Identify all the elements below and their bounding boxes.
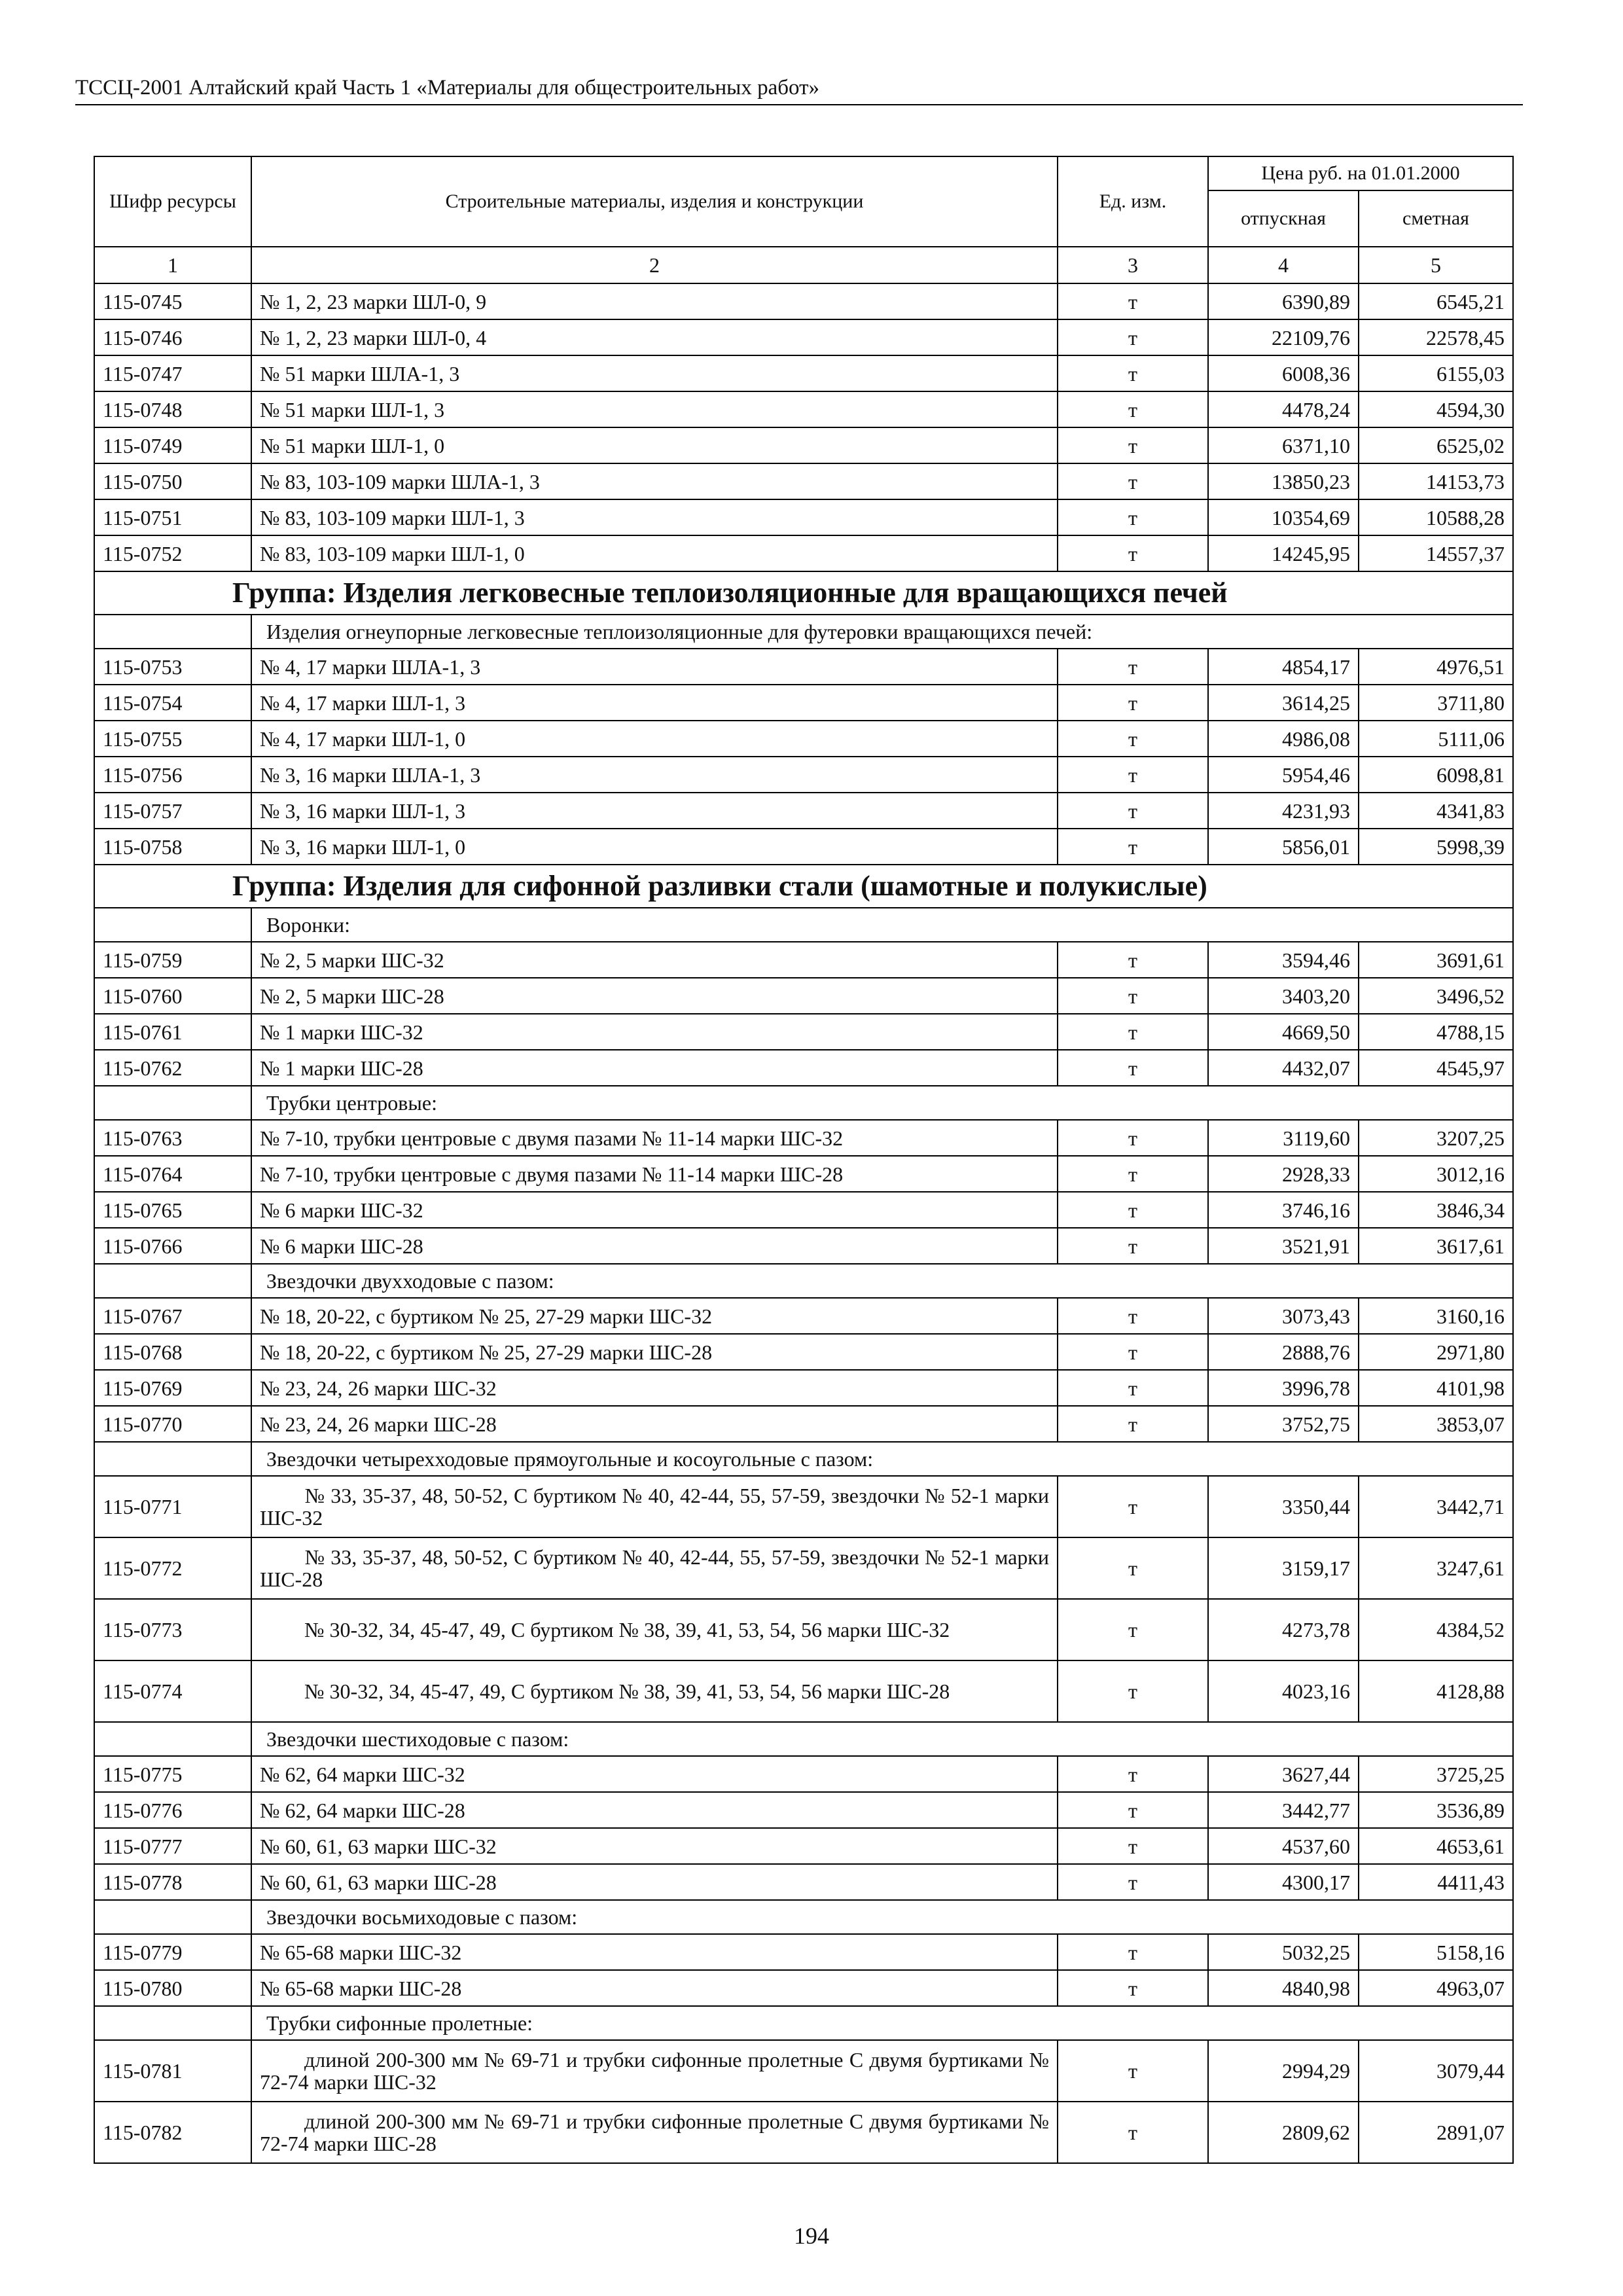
- unit: т: [1058, 1864, 1208, 1900]
- price-estimate: 3711,80: [1359, 685, 1513, 721]
- col-header-code: Шифр ресурсы: [94, 156, 251, 247]
- resource-code: 115-0759: [94, 942, 251, 978]
- subgroup-row: [94, 1900, 1513, 1934]
- price-estimate: 4341,83: [1359, 793, 1513, 829]
- price-release: 2928,33: [1208, 1156, 1359, 1192]
- price-release: 3073,43: [1208, 1298, 1359, 1334]
- subgroup-row: [94, 908, 1513, 942]
- subgroup-code-cell: [94, 908, 251, 942]
- resource-code: 115-0770: [94, 1406, 251, 1442]
- subgroup-row: [94, 2006, 1513, 2040]
- group-heading-row: [94, 571, 1513, 615]
- material-name-text: № 30-32, 34, 45-47, 49, С буртиком № 38, 39, 41, 53, 54, 56 марки ШС-32: [304, 1618, 950, 1641]
- unit: т: [1058, 1334, 1208, 1370]
- material-name: № 60, 61, 63 марки ШС-32: [251, 1828, 1058, 1864]
- unit: т: [1058, 2040, 1208, 2102]
- subgroup-label: Воронки:: [251, 908, 1513, 942]
- material-name: № 1, 2, 23 марки ШЛ-0, 9: [251, 283, 1058, 319]
- price-estimate: 3725,25: [1359, 1756, 1513, 1792]
- price-release: 4432,07: [1208, 1050, 1359, 1086]
- resource-code: 115-0745: [94, 283, 251, 319]
- unit: т: [1058, 427, 1208, 463]
- price-release: 4273,78: [1208, 1599, 1359, 1660]
- group-heading: Группа: Изделия легковесные теплоизоляционные для вращающихся печей: [94, 571, 1513, 615]
- unit: т: [1058, 685, 1208, 721]
- price-release: 2994,29: [1208, 2040, 1359, 2102]
- unit: т: [1058, 1298, 1208, 1334]
- unit: т: [1058, 1537, 1208, 1599]
- material-name: № 18, 20-22, с буртиком № 25, 27-29 марки ШС-32: [251, 1298, 1058, 1334]
- col-number: 4: [1208, 247, 1359, 283]
- unit: т: [1058, 2102, 1208, 2163]
- table-row: [94, 1934, 1513, 1970]
- material-name: [251, 1660, 1058, 1722]
- table-row: [94, 1864, 1513, 1900]
- table-row: [94, 1370, 1513, 1406]
- price-estimate: 14557,37: [1359, 535, 1513, 571]
- resource-code: 115-0776: [94, 1792, 251, 1828]
- price-release: 2809,62: [1208, 2102, 1359, 2163]
- subgroup-label: Звездочки четырехходовые прямоугольные и косоугольные с пазом:: [251, 1442, 1513, 1476]
- subgroup-code-cell: [94, 1442, 251, 1476]
- subgroup-label: Звездочки шестиходовые с пазом:: [251, 1722, 1513, 1756]
- table-row: [94, 1228, 1513, 1264]
- material-name: № 2, 5 марки ШС-28: [251, 978, 1058, 1014]
- table-row: [94, 1756, 1513, 1792]
- price-release: 5032,25: [1208, 1934, 1359, 1970]
- table-row: [94, 1298, 1513, 1334]
- table-row: [94, 355, 1513, 391]
- resource-code: 115-0762: [94, 1050, 251, 1086]
- material-name: № 51 марки ШЛА-1, 3: [251, 355, 1058, 391]
- resource-code: 115-0764: [94, 1156, 251, 1192]
- material-name-text: № 33, 35-37, 48, 50-52, С буртиком № 40, 42-44, 55, 57-59, звездочки № 52-1 марки ШС-28: [260, 1545, 1049, 1591]
- resource-code: 115-0754: [94, 685, 251, 721]
- material-name-text: № 30-32, 34, 45-47, 49, С буртиком № 38, 39, 41, 53, 54, 56 марки ШС-28: [304, 1679, 950, 1703]
- unit: т: [1058, 1792, 1208, 1828]
- price-estimate: 3691,61: [1359, 942, 1513, 978]
- price-estimate: 4384,52: [1359, 1599, 1513, 1660]
- price-estimate: 6545,21: [1359, 283, 1513, 319]
- material-name: № 62, 64 марки ШС-28: [251, 1792, 1058, 1828]
- unit: т: [1058, 1970, 1208, 2006]
- material-name: № 23, 24, 26 марки ШС-32: [251, 1370, 1058, 1406]
- resource-code: 115-0773: [94, 1599, 251, 1660]
- price-estimate: 4653,61: [1359, 1828, 1513, 1864]
- material-name: № 18, 20-22, с буртиком № 25, 27-29 марки ШС-28: [251, 1334, 1058, 1370]
- table-row: [94, 685, 1513, 721]
- unit: т: [1058, 942, 1208, 978]
- unit: т: [1058, 1476, 1208, 1537]
- price-estimate: 3442,71: [1359, 1476, 1513, 1537]
- material-name: [251, 2040, 1058, 2102]
- table-row: [94, 1970, 1513, 2006]
- material-name: № 1 марки ШС-28: [251, 1050, 1058, 1086]
- price-estimate: 4788,15: [1359, 1014, 1513, 1050]
- price-estimate: 4545,97: [1359, 1050, 1513, 1086]
- unit: т: [1058, 1828, 1208, 1864]
- table-row: [94, 1406, 1513, 1442]
- col-number: 1: [94, 247, 251, 283]
- table-row: [94, 757, 1513, 793]
- unit: т: [1058, 1228, 1208, 1264]
- price-estimate: 4594,30: [1359, 391, 1513, 427]
- price-estimate: 4411,43: [1359, 1864, 1513, 1900]
- table-row: [94, 649, 1513, 685]
- table-row: [94, 1050, 1513, 1086]
- material-name: № 1 марки ШС-32: [251, 1014, 1058, 1050]
- unit: т: [1058, 499, 1208, 535]
- unit: т: [1058, 1120, 1208, 1156]
- resource-code: 115-0757: [94, 793, 251, 829]
- col-header-estimate: сметная: [1359, 190, 1513, 247]
- table-row: [94, 1120, 1513, 1156]
- unit: т: [1058, 535, 1208, 571]
- price-estimate: 4963,07: [1359, 1970, 1513, 2006]
- price-release: 3614,25: [1208, 685, 1359, 721]
- resource-code: 115-0775: [94, 1756, 251, 1792]
- price-release: 5954,46: [1208, 757, 1359, 793]
- subgroup-row: [94, 1442, 1513, 1476]
- material-name: № 4, 17 марки ШЛ-1, 3: [251, 685, 1058, 721]
- price-estimate: 4128,88: [1359, 1660, 1513, 1722]
- material-name: № 3, 16 марки ШЛА-1, 3: [251, 757, 1058, 793]
- table-row: [94, 499, 1513, 535]
- price-release: 5856,01: [1208, 829, 1359, 865]
- table-row: [94, 283, 1513, 319]
- resource-code: 115-0768: [94, 1334, 251, 1370]
- table-row: [94, 1660, 1513, 1722]
- unit: т: [1058, 1014, 1208, 1050]
- unit: т: [1058, 1756, 1208, 1792]
- price-release: 4478,24: [1208, 391, 1359, 427]
- col-number: 3: [1058, 247, 1208, 283]
- resource-code: 115-0767: [94, 1298, 251, 1334]
- material-name: № 23, 24, 26 марки ШС-28: [251, 1406, 1058, 1442]
- table-row: [94, 391, 1513, 427]
- price-release: 4537,60: [1208, 1828, 1359, 1864]
- table-row: [94, 1014, 1513, 1050]
- price-release: 22109,76: [1208, 319, 1359, 355]
- resource-code: 115-0751: [94, 499, 251, 535]
- table-row: [94, 427, 1513, 463]
- subgroup-row: [94, 1722, 1513, 1756]
- unit: т: [1058, 978, 1208, 1014]
- material-name: № 65-68 марки ШС-28: [251, 1970, 1058, 2006]
- price-estimate: 3207,25: [1359, 1120, 1513, 1156]
- table-row: [94, 793, 1513, 829]
- price-estimate: 10588,28: [1359, 499, 1513, 535]
- unit: т: [1058, 463, 1208, 499]
- material-name: № 6 марки ШС-32: [251, 1192, 1058, 1228]
- price-release: 6008,36: [1208, 355, 1359, 391]
- price-estimate: 2971,80: [1359, 1334, 1513, 1370]
- resource-code: 115-0777: [94, 1828, 251, 1864]
- table-body: [94, 283, 1513, 2163]
- unit: т: [1058, 1599, 1208, 1660]
- price-estimate: 14153,73: [1359, 463, 1513, 499]
- unit: т: [1058, 757, 1208, 793]
- subgroup-code-cell: [94, 1900, 251, 1934]
- unit: т: [1058, 1934, 1208, 1970]
- unit: т: [1058, 1660, 1208, 1722]
- material-name: № 2, 5 марки ШС-32: [251, 942, 1058, 978]
- subgroup-row: [94, 1264, 1513, 1298]
- material-name: [251, 1537, 1058, 1599]
- resource-code: 115-0755: [94, 721, 251, 757]
- price-release: 4840,98: [1208, 1970, 1359, 2006]
- resource-code: 115-0766: [94, 1228, 251, 1264]
- price-estimate: 3496,52: [1359, 978, 1513, 1014]
- resource-code: 115-0780: [94, 1970, 251, 2006]
- price-release: 3119,60: [1208, 1120, 1359, 1156]
- resource-code: 115-0763: [94, 1120, 251, 1156]
- price-release: 3350,44: [1208, 1476, 1359, 1537]
- subgroup-row: [94, 615, 1513, 649]
- material-name: № 83, 103-109 марки ШЛ-1, 0: [251, 535, 1058, 571]
- table-row: [94, 1334, 1513, 1370]
- subgroup-label: Звездочки двухходовые с пазом:: [251, 1264, 1513, 1298]
- col-number: 2: [251, 247, 1058, 283]
- resource-code: 115-0748: [94, 391, 251, 427]
- material-name-text: длиной 200-300 мм № 69-71 и трубки сифонные пролетные С двумя буртиками № 72-74 марки ШС-28: [260, 2109, 1049, 2155]
- price-release: 4986,08: [1208, 721, 1359, 757]
- unit: т: [1058, 1406, 1208, 1442]
- material-name: № 51 марки ШЛ-1, 3: [251, 391, 1058, 427]
- price-release: 3627,44: [1208, 1756, 1359, 1792]
- page-number: 194: [794, 2223, 829, 2249]
- resource-code: 115-0781: [94, 2040, 251, 2102]
- material-name: № 3, 16 марки ШЛ-1, 3: [251, 793, 1058, 829]
- price-release: 3746,16: [1208, 1192, 1359, 1228]
- unit: т: [1058, 829, 1208, 865]
- resource-code: 115-0752: [94, 535, 251, 571]
- col-header-unit: Ед. изм.: [1058, 156, 1208, 247]
- price-estimate: 3247,61: [1359, 1537, 1513, 1599]
- resource-code: 115-0749: [94, 427, 251, 463]
- table-row: [94, 319, 1513, 355]
- material-name-text: длиной 200-300 мм № 69-71 и трубки сифонные пролетные С двумя буртиками № 72-74 марки ШС-32: [260, 2048, 1049, 2094]
- unit: т: [1058, 649, 1208, 685]
- resource-code: 115-0756: [94, 757, 251, 793]
- material-name: № 83, 103-109 марки ШЛА-1, 3: [251, 463, 1058, 499]
- table-row: [94, 1599, 1513, 1660]
- resource-code: 115-0779: [94, 1934, 251, 1970]
- material-name: № 3, 16 марки ШЛ-1, 0: [251, 829, 1058, 865]
- unit: т: [1058, 721, 1208, 757]
- price-release: 3159,17: [1208, 1537, 1359, 1599]
- material-name: [251, 1476, 1058, 1537]
- subgroup-code-cell: [94, 615, 251, 649]
- price-release: 4854,17: [1208, 649, 1359, 685]
- unit: т: [1058, 1192, 1208, 1228]
- price-estimate: 3536,89: [1359, 1792, 1513, 1828]
- price-release: 14245,95: [1208, 535, 1359, 571]
- price-estimate: 4976,51: [1359, 649, 1513, 685]
- group-heading: Группа: Изделия для сифонной разливки стали (шамотные и полукислые): [94, 865, 1513, 908]
- material-name-text: № 33, 35-37, 48, 50-52, С буртиком № 40, 42-44, 55, 57-59, звездочки № 52-1 марки ШС-32: [260, 1484, 1049, 1530]
- price-estimate: 2891,07: [1359, 2102, 1513, 2163]
- unit: т: [1058, 391, 1208, 427]
- price-release: 2888,76: [1208, 1334, 1359, 1370]
- col-header-name: Строительные материалы, изделия и конструкции: [251, 156, 1058, 247]
- resource-code: 115-0761: [94, 1014, 251, 1050]
- price-estimate: 6098,81: [1359, 757, 1513, 793]
- price-estimate: 3012,16: [1359, 1156, 1513, 1192]
- price-estimate: 3079,44: [1359, 2040, 1513, 2102]
- unit: т: [1058, 319, 1208, 355]
- price-release: 10354,69: [1208, 499, 1359, 535]
- table-row: [94, 1476, 1513, 1537]
- price-estimate: 5158,16: [1359, 1934, 1513, 1970]
- price-estimate: 4101,98: [1359, 1370, 1513, 1406]
- material-name: № 7-10, трубки центровые с двумя пазами № 11-14 марки ШС-28: [251, 1156, 1058, 1192]
- table-row: [94, 1792, 1513, 1828]
- table-row: [94, 978, 1513, 1014]
- price-estimate: 3617,61: [1359, 1228, 1513, 1264]
- resource-code: 115-0753: [94, 649, 251, 685]
- price-estimate: 6525,02: [1359, 427, 1513, 463]
- resource-code: 115-0765: [94, 1192, 251, 1228]
- price-release: 3752,75: [1208, 1406, 1359, 1442]
- material-name: № 4, 17 марки ШЛ-1, 0: [251, 721, 1058, 757]
- subgroup-code-cell: [94, 1086, 251, 1120]
- unit: т: [1058, 1050, 1208, 1086]
- price-estimate: 22578,45: [1359, 319, 1513, 355]
- price-estimate: 3853,07: [1359, 1406, 1513, 1442]
- table-row: [94, 2040, 1513, 2102]
- table-row: [94, 1828, 1513, 1864]
- price-release: 6371,10: [1208, 427, 1359, 463]
- price-release: 6390,89: [1208, 283, 1359, 319]
- col-header-price-group: Цена руб. на 01.01.2000: [1208, 156, 1513, 190]
- price-release: 3403,20: [1208, 978, 1359, 1014]
- price-table: [94, 156, 1514, 2164]
- resource-code: 115-0746: [94, 319, 251, 355]
- price-release: 13850,23: [1208, 463, 1359, 499]
- price-release: 3521,91: [1208, 1228, 1359, 1264]
- material-name: № 60, 61, 63 марки ШС-28: [251, 1864, 1058, 1900]
- subgroup-code-cell: [94, 1722, 251, 1756]
- col-number: 5: [1359, 247, 1513, 283]
- material-name: № 1, 2, 23 марки ШЛ-0, 4: [251, 319, 1058, 355]
- price-estimate: 6155,03: [1359, 355, 1513, 391]
- subgroup-label: Трубки центровые:: [251, 1086, 1513, 1120]
- price-estimate: 5111,06: [1359, 721, 1513, 757]
- resource-code: 115-0760: [94, 978, 251, 1014]
- subgroup-label: Трубки сифонные пролетные:: [251, 2006, 1513, 2040]
- col-header-release: отпускная: [1208, 190, 1359, 247]
- running-header: ТССЦ-2001 Алтайский край Часть 1 «Материалы для общестроительных работ»: [75, 74, 1523, 105]
- subgroup-code-cell: [94, 2006, 251, 2040]
- table-row: [94, 1192, 1513, 1228]
- table-row: [94, 942, 1513, 978]
- price-release: 3442,77: [1208, 1792, 1359, 1828]
- unit: т: [1058, 1156, 1208, 1192]
- resource-code: 115-0771: [94, 1476, 251, 1537]
- material-name: № 6 марки ШС-28: [251, 1228, 1058, 1264]
- group-heading-row: [94, 865, 1513, 908]
- table-row: [94, 463, 1513, 499]
- material-name: № 7-10, трубки центровые с двумя пазами № 11-14 марки ШС-32: [251, 1120, 1058, 1156]
- material-name: № 83, 103-109 марки ШЛ-1, 3: [251, 499, 1058, 535]
- price-estimate: 3846,34: [1359, 1192, 1513, 1228]
- price-release: 4231,93: [1208, 793, 1359, 829]
- table-row: [94, 2102, 1513, 2163]
- material-name: [251, 2102, 1058, 2163]
- subgroup-label: Звездочки восьмиходовые с пазом:: [251, 1900, 1513, 1934]
- unit: т: [1058, 793, 1208, 829]
- table-row: [94, 721, 1513, 757]
- table-row: [94, 829, 1513, 865]
- price-release: 3594,46: [1208, 942, 1359, 978]
- resource-code: 115-0758: [94, 829, 251, 865]
- column-number-row: [94, 247, 1513, 283]
- table-row: [94, 1156, 1513, 1192]
- material-name: № 51 марки ШЛ-1, 0: [251, 427, 1058, 463]
- price-estimate: 3160,16: [1359, 1298, 1513, 1334]
- subgroup-label: Изделия огнеупорные легковесные теплоизоляционные для футеровки вращающихся печей:: [251, 615, 1513, 649]
- price-release: 4023,16: [1208, 1660, 1359, 1722]
- unit: т: [1058, 283, 1208, 319]
- resource-code: 115-0778: [94, 1864, 251, 1900]
- unit: т: [1058, 355, 1208, 391]
- subgroup-row: [94, 1086, 1513, 1120]
- price-release: 4669,50: [1208, 1014, 1359, 1050]
- material-name: № 65-68 марки ШС-32: [251, 1934, 1058, 1970]
- resource-code: 115-0772: [94, 1537, 251, 1599]
- resource-code: 115-0750: [94, 463, 251, 499]
- material-name: [251, 1599, 1058, 1660]
- resource-code: 115-0747: [94, 355, 251, 391]
- material-name: № 62, 64 марки ШС-32: [251, 1756, 1058, 1792]
- price-release: 3996,78: [1208, 1370, 1359, 1406]
- table-row: [94, 1537, 1513, 1599]
- table-row: [94, 535, 1513, 571]
- subgroup-code-cell: [94, 1264, 251, 1298]
- unit: т: [1058, 1370, 1208, 1406]
- material-name: № 4, 17 марки ШЛА-1, 3: [251, 649, 1058, 685]
- resource-code: 115-0769: [94, 1370, 251, 1406]
- resource-code: 115-0774: [94, 1660, 251, 1722]
- price-release: 4300,17: [1208, 1864, 1359, 1900]
- resource-code: 115-0782: [94, 2102, 251, 2163]
- price-estimate: 5998,39: [1359, 829, 1513, 865]
